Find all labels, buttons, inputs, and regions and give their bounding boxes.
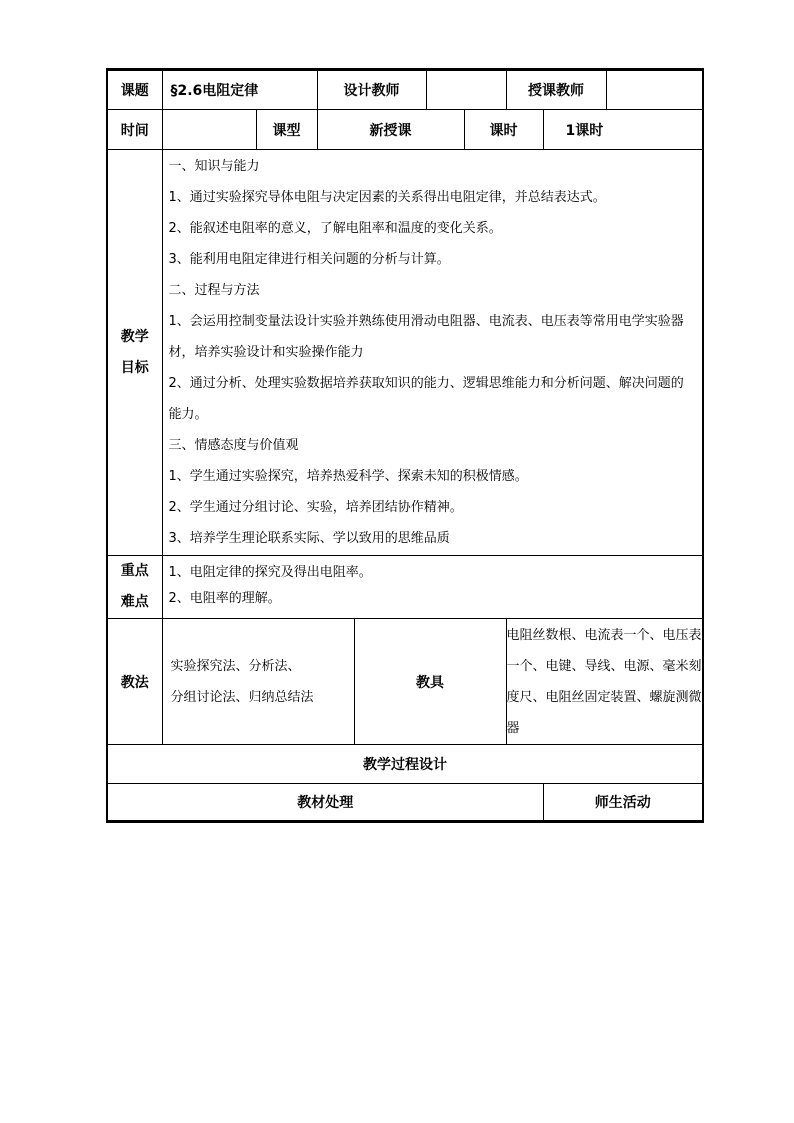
goal-line: 3、培养学生理论联系实际、学以致用的思维品质 <box>168 531 450 546</box>
process-title: 教学过程设计 <box>107 745 703 784</box>
teacher-label: 授课教师 <box>506 70 606 110</box>
goals-label <box>107 150 162 556</box>
methods-content <box>162 619 354 745</box>
goal-line: 1、学生通过实验探究，培养热爱科学、探索未知的积极情感。 <box>168 469 528 484</box>
methods-label: 教法 <box>107 619 162 745</box>
header-row-1 <box>107 70 703 110</box>
designer-value <box>426 70 506 110</box>
process-col-activity: 师生活动 <box>543 784 703 822</box>
tools-label: 教具 <box>354 619 506 745</box>
goals-row <box>107 150 703 556</box>
process-columns-row <box>107 784 703 822</box>
hours-label: 课时 <box>464 110 543 150</box>
method-line-2: 分组讨论法、归纳总结法 <box>170 689 314 705</box>
time-label: 时间 <box>107 110 162 150</box>
lesson-plan-table <box>106 68 704 823</box>
tools-value: 电阻丝数根、电流表一个、电压表一个、电键、导线、电源、毫米刻度尺、电阻丝固定装置、螺旋测微器 <box>506 619 703 745</box>
designer-label: 设计教师 <box>317 70 426 110</box>
type-label: 课型 <box>256 110 317 150</box>
goal-line: 一、知识与能力 <box>168 159 260 174</box>
keypoints-row <box>107 556 703 619</box>
goal-line: 2、通过分析、处理实验数据培养获取知识的能力、逻辑思维能力和分析问题、解决问题的能力。 <box>168 376 684 422</box>
method-line-1: 实验探究法、分析法、 <box>170 658 301 674</box>
teacher-value <box>606 70 703 110</box>
type-value: 新授课 <box>317 110 464 150</box>
keypoint-line: 1、电阻定律的探究及得出电阻率。 <box>168 565 372 580</box>
hours-value: 1课时 <box>543 110 703 150</box>
keypoints-label-line2: 难点 <box>120 594 149 610</box>
goal-line: 1、通过实验探究导体电阻与决定因素的关系得出电阻定律，并总结表达式。 <box>168 190 606 205</box>
goals-content <box>162 150 703 556</box>
keti-label: 课题 <box>107 70 162 110</box>
goal-line: 2、学生通过分组讨论、实验，培养团结协作精神。 <box>168 500 463 515</box>
keypoints-label <box>107 556 162 619</box>
header-row-2 <box>107 110 703 150</box>
time-value <box>162 110 256 150</box>
keypoint-line: 2、电阻率的理解。 <box>168 591 281 606</box>
keypoints-label-line1: 重点 <box>120 563 149 579</box>
goals-label-line1: 教学 <box>120 328 149 345</box>
goal-line: 2、能叙述电阻率的意义，了解电阻率和温度的变化关系。 <box>168 221 502 236</box>
methods-row <box>107 619 703 745</box>
goal-line: 三、情感态度与价值观 <box>168 438 299 453</box>
process-title-row <box>107 745 703 784</box>
goals-label-line2: 目标 <box>120 359 149 376</box>
goal-line: 二、过程与方法 <box>168 283 260 298</box>
keti-value: §2.6电阻定律 <box>162 70 317 110</box>
goal-line: 3、能利用电阻定律进行相关问题的分析与计算。 <box>168 252 450 267</box>
goal-line: 1、会运用控制变量法设计实验并熟练使用滑动电阻器、电流表、电压表等常用电学实验器材，培养实验设计和实验操作能力 <box>168 314 684 360</box>
keypoints-content <box>162 556 703 619</box>
process-col-material: 教材处理 <box>107 784 543 822</box>
